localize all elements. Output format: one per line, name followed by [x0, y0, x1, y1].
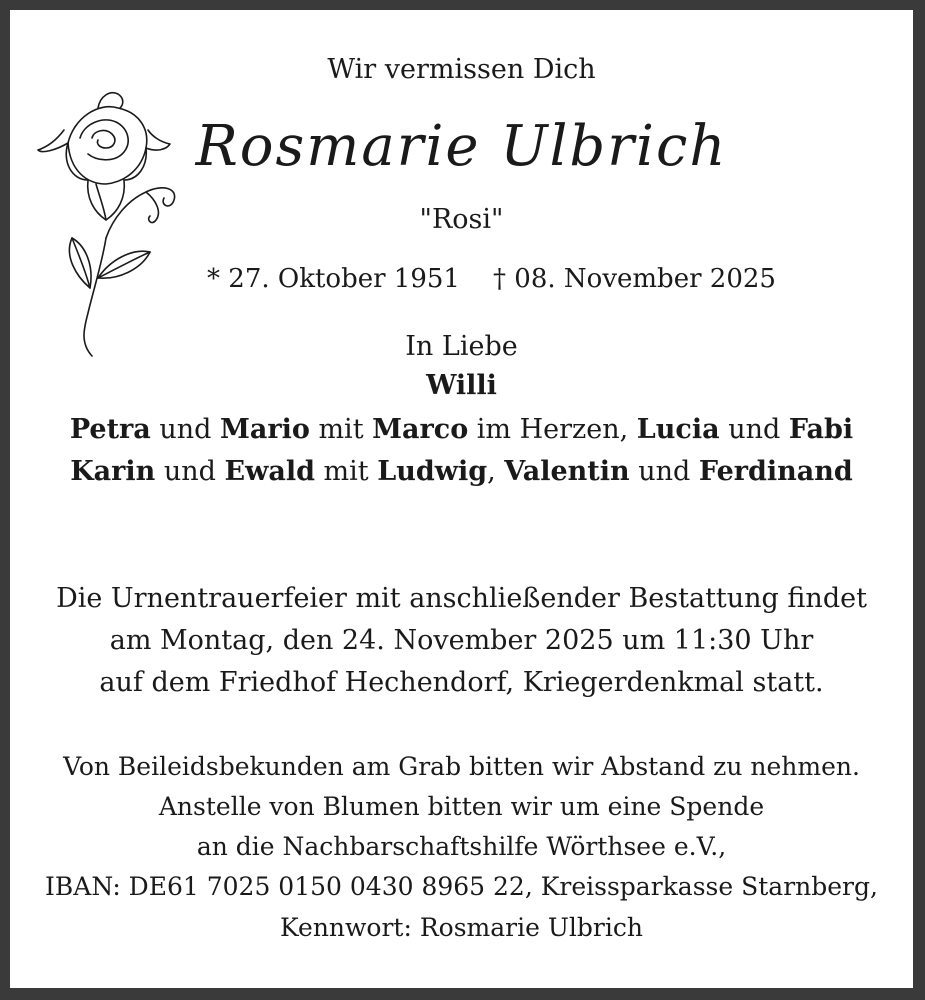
donation-keyword: Kennwort: Rosmarie Ulbrich — [280, 913, 643, 942]
death-date: † 08. November 2025 — [493, 264, 776, 294]
nickname: "Rosi" — [419, 204, 504, 235]
family-name: Ludwig — [377, 456, 488, 487]
ceremony-line-1: Die Urnentrauerfeier mit anschließender Bestattung findet — [56, 583, 867, 614]
connector-text: und — [719, 414, 789, 445]
family-name: Ewald — [224, 456, 315, 487]
in-love-text: In Liebe — [405, 331, 518, 362]
birth-date: * 27. Oktober 1951 — [207, 264, 460, 294]
family-name: Petra — [69, 414, 151, 445]
life-dates — [70, 264, 913, 294]
family-willi: Willi — [426, 370, 497, 401]
connector-text: und — [155, 456, 225, 487]
header-text: Wir vermissen Dich — [327, 54, 596, 85]
family-name: Marco — [372, 414, 469, 445]
ceremony-line-3: auf dem Friedhof Hechendorf, Kriegerdenkmal statt. — [99, 667, 824, 698]
donation-line-1: Von Beileidsbekunden am Grab bitten wir Abstand zu nehmen. — [63, 752, 860, 781]
obituary-card — [10, 10, 913, 988]
connector-text: und — [629, 456, 699, 487]
ceremony-line-2: am Montag, den 24. November 2025 um 11:30 Uhr — [109, 625, 814, 656]
donation-iban: IBAN: DE61 7025 0150 0430 8965 22, Kreissparkasse Starnberg, — [45, 872, 878, 901]
connector-text: mit — [314, 456, 378, 487]
family-line-1 — [10, 414, 913, 445]
family-name: Valentin — [504, 456, 630, 487]
connector-text: im Herzen, — [468, 414, 637, 445]
family-name: Lucia — [636, 414, 720, 445]
connector-text: und — [150, 414, 220, 445]
family-line-2 — [10, 456, 913, 487]
family-name: Ferdinand — [698, 456, 853, 487]
deceased-name: Rosmarie Ulbrich — [195, 114, 728, 179]
connector-text: mit — [309, 414, 373, 445]
family-name: Fabi — [788, 414, 854, 445]
family-name: Karin — [70, 456, 156, 487]
connector-text: , — [487, 456, 505, 487]
family-name: Mario — [220, 414, 310, 445]
donation-line-3: an die Nachbarschaftshilfe Wörthsee e.V., — [196, 832, 727, 861]
donation-line-2: Anstelle von Blumen bitten wir um eine Spende — [158, 792, 765, 821]
